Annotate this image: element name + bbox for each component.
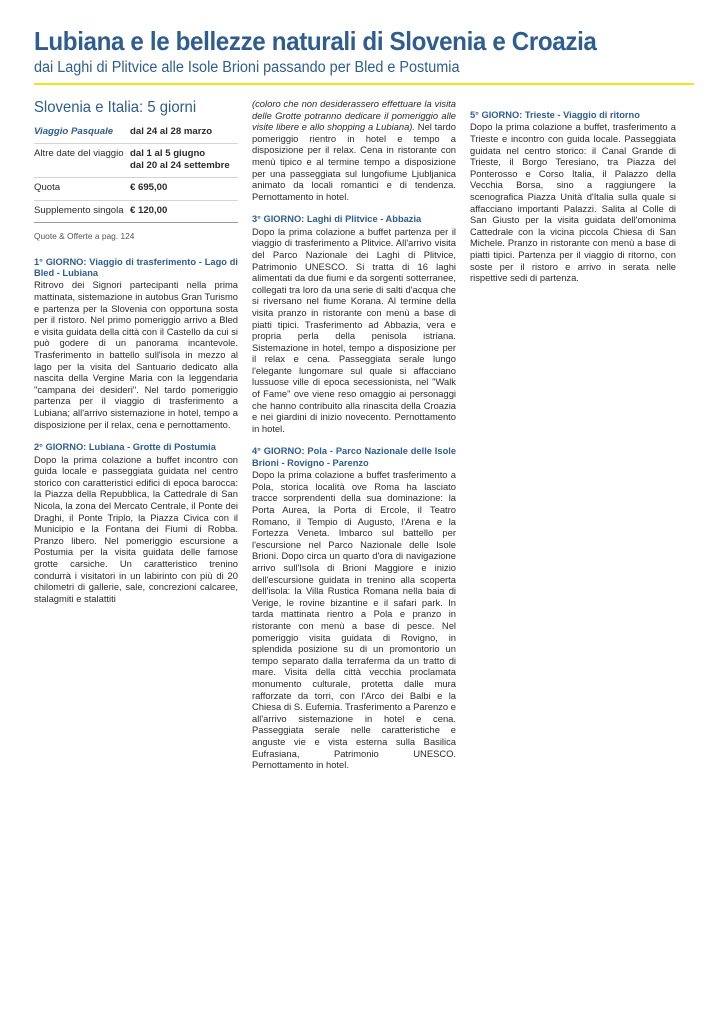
other-date-1: dal 1 al 5 giugno <box>130 148 206 160</box>
page-title: Lubiana e le bellezze naturali di Slovenia e Croazia <box>34 26 597 56</box>
tour-label: Viaggio Pasquale <box>34 126 114 137</box>
supplement-label: Supplemento singola <box>34 204 124 216</box>
supplement-row <box>34 201 238 223</box>
day-2-text-continued <box>252 98 456 202</box>
header-divider <box>34 83 694 85</box>
day-3-title: 3° GIORNO: Laghi di Plitvice - Abbazia <box>252 214 422 225</box>
page-subtitle: dai Laghi di Plitvice alle Isole Brioni passando per Bled e Postumia <box>34 59 460 76</box>
day-2-text-part-b: Nel tardo pomeriggio rientro in hotel e tempo a disposizione per il relax. Cena in ristorante con menù tipico e al termine tempo a disposizione per una passeggiata sul lungofiume Ljubljanica animato da locali romantici e di tendenza. Pernottamento in hotel. <box>252 121 456 202</box>
quota-value: € 695,00 <box>130 182 168 194</box>
tour-dates: dal 24 al 28 marzo <box>130 126 213 137</box>
day-1-title: 1° GIORNO: Viaggio di trasferimento - Lago di Bled - Lubiana <box>34 256 238 279</box>
day-5-title: 5° GIORNO: Trieste - Viaggio di ritorno <box>470 110 640 120</box>
day-2-text-part-a: Dopo la prima colazione a buffet incontro con guida locale e passeggiata guidata nel centro storico con caratteristici edifici di epoca barocca: la Piazza della Repubblica, la Cattedrale di San Nicola, la zona del Mercato Centrale, il Ponte dei Draghi, il Ponte Triplo, la Piazza Civica con il Municipio e la Fontana dei Fiumi di Robba. Pranzo libero. Nel pomeriggio escursione a Postumia per la visita guidata delle famose grotte carsiche. Un caratteristico trenino condurrà i visitatori in un labirinto con più di 20 chilometri di gallerie, sale, concrezioni calcaree, stalagmiti e stalattiti <box>34 453 238 604</box>
column-1 <box>34 98 238 604</box>
other-dates-row <box>34 144 238 178</box>
column-2 <box>252 98 456 771</box>
page-header <box>34 26 694 78</box>
quote-reference: Quote & Offerte a pag. 124 <box>34 231 135 242</box>
quota-row <box>34 178 238 200</box>
section-title: Slovenia e Italia: 5 giorni <box>34 99 197 116</box>
day-2-title: 2° GIORNO: Lubiana - Grotte di Postumia <box>34 442 216 453</box>
day-4-title: 4° GIORNO: Pola - Parco Nazionale delle Isole Brioni - Rovigno - Parenzo <box>252 446 456 468</box>
day-2-text <box>34 454 238 605</box>
day-5-text: Dopo la prima colazione a buffet, trasferimento a Trieste e incontro con guida locale. Passeggiata guidata nel centro storico: il Canal Grande di Trieste, il Borgo Teresiano, tra Piazza del Ponterosso e Corso Italia, il Palazzo della Vecchia Borsa, sino a raggiungere la scenografica Piazza Unità d'Italia sulla quale si affacciano importanti Palazzi. Salita al Colle di San Giusto per la visita guidata dell'omonima Cattedrale con la vicina piccola Chiesa di San Michele. Pranzo in ristorante con menù a base di piatti tipici. Partenza per il viaggio di ritorno, con soste per il ristoro e arrivo in serata nelle rispettive sedi di partenza. <box>470 121 676 284</box>
day-2-italic-note: (coloro che non desiderassero effettuare la visita delle Grotte potranno dedicare il pomeriggio alle visite libere e allo shopping a Lubiana). <box>252 98 456 133</box>
supplement-value: € 120,00 <box>130 204 168 216</box>
other-dates-values <box>130 148 238 171</box>
column-3 <box>470 98 676 284</box>
day-4-text: Dopo la prima colazione a buffet trasferimento a Pola, storica località ove Roma ha lasciato tracce sorprendenti della sua dominazione: la Porta Aurea, la Porta di Ercole, il Teatro Romano, il Tempio di Augusto, l'Arena e la Fortezza Veneta. Imbarco sul battello per l'escursione nel Parco Nazionale delle Isole Brioni. Dopo circa un quarto d'ora di navigazione arrivo sull'Isola di Brioni Maggiore e inizio dell'escursione guidata in trenino alla scoperta dell'isola: la Villa Rustica Romana nella baia di Verige, le rovine bizantine e il safari park. In tarda mattinata rientro a Pola e pranzo in ristorante con menù a base di pesce. Nel pomeriggio visita guidata di Rovigno, in splendida posizione su di un promontorio un tempo separato dalla terraferma da un tratto di mare. Visita della città vecchia proclamata monumento culturale, protetta dalle mura rafforzate da torri, con l'Arco dei Balbi e la Chiesa di S. Eufemia. Trasferimento a Parenzo e all'arrivo sistemazione in hotel e cena. Passeggiata serale nelle caratteristiche e anguste vie e vista esterna sulla Basilica Eufrasiana, Patrimonio UNESCO. Pernottamento in hotel. <box>252 469 456 771</box>
other-date-2: dal 20 al 24 settembre <box>130 159 230 171</box>
tour-dates-row <box>34 122 238 144</box>
quota-label: Quota <box>34 182 61 194</box>
other-dates-label: Altre date del viaggio <box>34 148 124 160</box>
day-1-text: Ritrovo dei Signori partecipanti nella prima mattinata, sistemazione in autobus Gran Turismo e partenza per la Slovenia con opportuna sosta per il ristoro. Nel primo pomeriggio arrivo a Bled e visita guidata della città con il Castello da cui si può godere di un panorama incantevole. Trasferimento in battello sull'isola in mezzo al lago per la visita del Santuario dedicato alla nascita della Vergine Maria con la leggendaria "campana dei desideri". Nel tardo pomeriggio partenza per il viaggio di trasferimento a Lubiana; all'arrivo sistemazione in hotel, tempo a disposizione per il relax, cena e pernottamento. <box>34 279 238 430</box>
day-3-text: Dopo la prima colazione a buffet partenza per il viaggio di trasferimento a Plitvice. All'arrivo visita del Parco Nazionale dei Laghi di Plitvice, Patrimonio UNESCO. Si tratta di 16 laghi alimentati da due fiumi e da sorgenti sotterranee, collegati tra loro da una serie di salti d'acqua che si riversano nel fiume Korana. Al termine della visita pranzo in ristorante con menù a base di piatti tipici. Trasferimento ad Abbazia, vera e propria perla della penisola istriana. Sistemazione in hotel, tempo a disposizione per il relax e cena. Passeggiata serale lungo l'elegante lungomare sul quale si affacciano lussuose ville di epoca secessionista, nel "Walk of Fame" ove viene reso omaggio ai personaggi che hanno contribuito alla rinascita della Croazia e nei giardini di inizio novecento. Pernottamento in hotel. <box>252 225 456 434</box>
